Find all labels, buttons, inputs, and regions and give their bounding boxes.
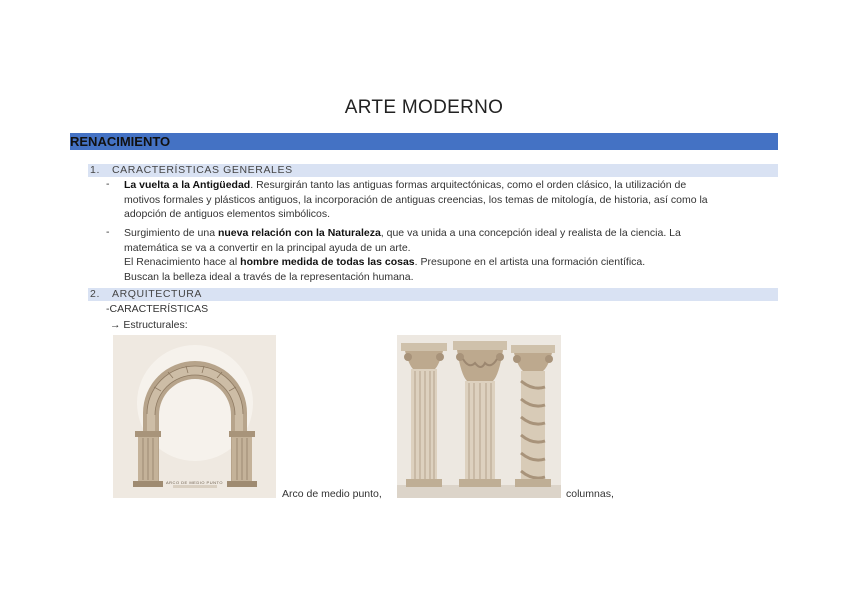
arch-image — [113, 335, 276, 498]
text-line: adopción de antiguos elementos simbólicos. — [124, 208, 331, 220]
text-line — [124, 226, 784, 241]
subsection-arquitectura — [88, 288, 778, 301]
caption-columns: columnas, — [566, 488, 614, 500]
paragraph-naturaleza — [124, 226, 784, 284]
bold-phrase: La vuelta a la Antigüedad — [124, 179, 251, 191]
item-number: 2. — [90, 288, 100, 300]
text-span: , que va unida a una concepción ideal y realista de la ciencia. La — [380, 227, 681, 239]
text-line: Buscan la belleza ideal a través de la representación humana. — [124, 270, 414, 283]
text-line — [124, 255, 784, 270]
page-title: ARTE MODERNO — [344, 97, 504, 118]
columns-illustration — [397, 335, 561, 498]
bold-phrase: nueva relación con la Naturaleza — [217, 227, 381, 239]
bullet-marker: - — [106, 226, 110, 238]
text-span: Surgimiento de una — [124, 227, 218, 239]
subheading-caracteristicas: -CARACTERÍSTICAS — [106, 303, 209, 315]
text-line: matemática se va a convertir en la principal ayuda de un arte. — [124, 241, 411, 254]
subsection-caracteristicas — [88, 164, 778, 177]
item-number: 1. — [90, 164, 100, 176]
section-header-renacimiento — [70, 133, 778, 150]
columns-image — [397, 335, 561, 498]
subsection-title: CARACTERÍSTICAS GENERALES — [112, 164, 293, 176]
text-line — [124, 178, 784, 193]
paragraph-antiguedad — [124, 178, 784, 222]
text-line: motivos formales y plásticos antiguos, la incorporación de antiguas creencias, los temas de mitología, de historia, así como la — [124, 193, 708, 206]
text-span: . Presupone en el artista una formación científica. — [414, 256, 646, 268]
arch-illustration — [113, 335, 276, 498]
subsection-title: ARQUITECTURA — [112, 288, 203, 300]
bold-phrase: hombre medida de todas las cosas — [240, 256, 415, 268]
section-title: RENACIMIENTO — [70, 134, 171, 149]
subheading-estructurales: → Estructurales: — [110, 319, 188, 331]
arch-image-label: ARCO DE MEDIO PUNTO — [166, 480, 223, 485]
text-span: . Resurgirán tanto las antiguas formas arquitectónicas, como el orden clásico, la utilización de — [250, 179, 687, 191]
caption-arch: Arco de medio punto, — [282, 488, 382, 500]
text-span: El Renacimiento hace al — [124, 256, 241, 268]
bullet-marker: - — [106, 178, 110, 190]
